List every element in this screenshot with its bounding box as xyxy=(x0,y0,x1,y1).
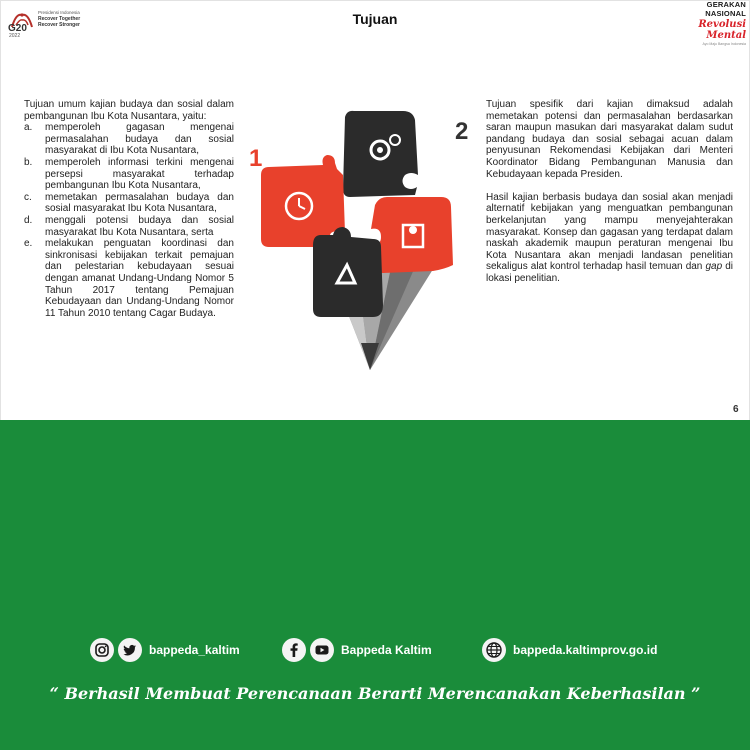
paragraph-2-end: di lokasi penelitian. xyxy=(486,261,734,284)
list-marker: d. xyxy=(24,214,33,226)
instagram-twitter-handle: bappeda_kaltim xyxy=(149,643,240,657)
list-item xyxy=(24,157,234,192)
list-marker: a. xyxy=(24,122,33,134)
slide-title: Tujuan xyxy=(352,11,398,27)
page-number: 6 xyxy=(733,404,739,415)
list-item-text: memperoleh gagasan mengenai permasalahan budaya dan sosial masyarakat di Ibu Kota Nusantara, xyxy=(45,122,234,157)
paragraph-2-text: Hasil kajian berbasis budaya dan sosial akan menjadi alternatif kebijakan yang menguatkan pembangunan berkelanjutan yang mampu menyejahterakan masyarakat. Konsep dan gagasan yang terdapat dalam naskah akademik maupun peraturan mengenai Ibu Kota Nusantara akan menjadi landasan penelitian sekaligus alat kontrol terhadap hasil temuan dan xyxy=(486,191,733,273)
list-item xyxy=(24,215,234,238)
list-item xyxy=(24,238,234,319)
revolusi-mental-logo xyxy=(680,0,746,46)
twitter-icon[interactable] xyxy=(118,638,142,662)
list-item xyxy=(24,122,234,157)
revmen-line2: Revolusi Mental xyxy=(698,19,746,41)
puzzle-piece-red-right xyxy=(371,197,453,273)
social-group-facebook-youtube xyxy=(282,637,432,663)
social-group-website xyxy=(482,637,657,663)
list-marker: e. xyxy=(24,238,33,250)
specific-objectives-paragraph-1: Tujuan spesifik dari kajian dimaksud adalah memetakan potensi dan permasalahan berdasarkan saran maupun masukan dari masyarakat dalam sudut pandang budaya dan sosial sebagai acuan dalam penyusunan Rekomendasi Kebijakan dari Menteri Koordinator Bidang Pembangunan Manusia dan Kebudayaan kepada Presiden. xyxy=(486,99,733,180)
general-objectives xyxy=(24,99,234,319)
globe-icon[interactable] xyxy=(482,638,506,662)
list-item-text: memperoleh informasi terkini mengenai persepsi masyarakat terhadap pembangunan Ibu Kota Nusantara, xyxy=(45,156,234,192)
puzzle-piece-dark-bottom xyxy=(313,227,383,317)
list-item xyxy=(24,192,234,215)
section-number-1: 1 xyxy=(249,145,263,172)
specific-objectives xyxy=(486,99,733,285)
instagram-icon[interactable] xyxy=(90,638,114,662)
puzzle-piece-red-left xyxy=(261,155,345,247)
g20-side-line1: Presidensi Indonesia xyxy=(38,10,80,15)
g20-text: G20 xyxy=(8,23,27,34)
section-number-2: 2 xyxy=(455,118,469,145)
footer-tagline: “ Berhasil Membuat Perencanaan Berarti Merencanakan Keberhasilan ” xyxy=(49,684,701,703)
social-group-instagram-twitter xyxy=(90,637,240,663)
revmen-line1: GERAKAN NASIONAL xyxy=(705,0,746,18)
list-marker: c. xyxy=(24,191,32,203)
general-objectives-intro: Tujuan umum kajian budaya dan sosial dalam pembangunan Ibu Kota Nusantara, yaitu: xyxy=(24,99,234,122)
objectives-list xyxy=(24,122,234,319)
website-url[interactable]: bappeda.kaltimprov.go.id xyxy=(513,643,658,657)
list-item-text: menggali potensi budaya dan sosial masyarakat Ibu Kota Nusantara, serta xyxy=(45,214,234,238)
list-marker: b. xyxy=(24,156,33,168)
facebook-icon[interactable] xyxy=(282,638,306,662)
puzzle-pencil-graphic xyxy=(255,105,465,370)
g20-year: 2022 xyxy=(9,33,21,39)
facebook-youtube-name: Bappeda Kaltim xyxy=(341,643,432,657)
g20-side-line2: Recover Together Recover Stronger xyxy=(38,16,81,28)
paragraph-2-italic: gap xyxy=(705,261,723,273)
list-item-text: melakukan penguatan koordinasi dan sinkronisasi kebijakan terkait pemajuan dan pelestarian kebudayaan sesuai dengan amanat Undang-Undang Nomor 5 Tahun 2017 tentang Pemajuan Kebudayaan dan Undang-Undang Nomor 11 Tahun 2010 tentang Cagar Budaya. xyxy=(45,238,234,319)
specific-objectives-paragraph-2 xyxy=(486,192,733,285)
puzzle-piece-dark-top xyxy=(343,111,418,197)
revmen-line3: Ayo Maju Bangsa Indonesia xyxy=(702,42,746,46)
list-item-text: memetakan permasalahan budaya dan sosial masyarakat Ibu Kota Nusantara, xyxy=(45,191,234,215)
youtube-icon[interactable] xyxy=(310,638,334,662)
